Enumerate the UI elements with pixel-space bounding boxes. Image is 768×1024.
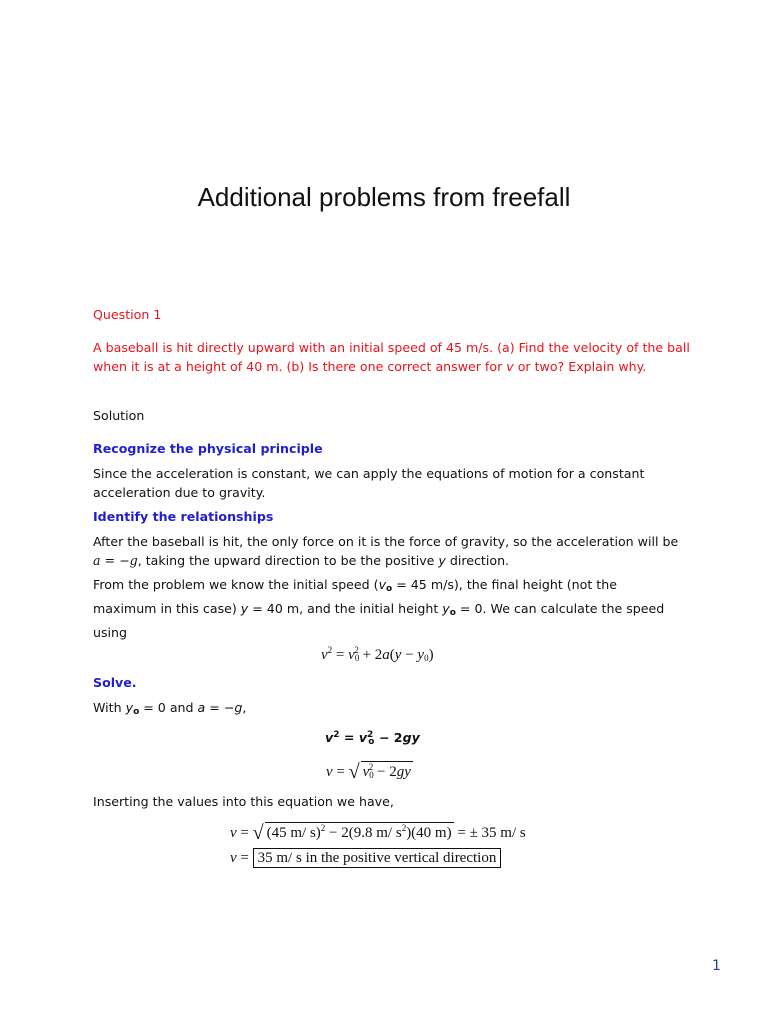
solution-label: Solution bbox=[93, 408, 145, 423]
page-number: 1 bbox=[712, 958, 721, 974]
equation-bold: $v^2 = v^2_o - 2gy$ bbox=[325, 730, 420, 748]
section-heading-relationships: Identify the relationships bbox=[93, 509, 274, 524]
known-values-text: From the problem we know the initial speed ($v_o = 45$ m/s), the final height (not the maximum in this case) y = 40 m, and the initial height $y_o = 0$. We can calculate the speed using bbox=[93, 577, 665, 640]
section-heading-solve: Solve. bbox=[93, 675, 137, 690]
equation-kinematic: $v^2 = v_0^2 + 2a(y - y_0)$ bbox=[321, 645, 434, 663]
page-title: Additional problems from freefall bbox=[197, 182, 571, 212]
equation-numeric: v = √ (45 m/ s)$^2$ − 2(9.8 m/ $s^2)(40$ m) = ± 35 m/ s bbox=[230, 822, 526, 844]
question-text: A baseball is hit directly upward with an initial speed of 45 m/s. (a) Find the velocity of the ball when it is at a height of 40 m. (b) Is there one correct answer for v or two? Explain why. bbox=[93, 340, 690, 374]
solve-conditions: With $y_o = 0$ and a = −g, bbox=[93, 700, 247, 717]
inserting-text: Inserting the values into this equation we have, bbox=[93, 794, 394, 809]
relationships-text: After the baseball is hit, the only force on it is the force of gravity, so the acceleration will be a = −g, taking the upward direction to be the positive y direction. bbox=[93, 534, 679, 568]
equation-sqrt: v = √ $v_0^2 - 2gy$ bbox=[326, 761, 411, 783]
principle-text: Since the acceleration is constant, we can apply the equations of motion for a constant acceleration due to gravity. bbox=[93, 466, 645, 500]
section-heading-principle: Recognize the physical principle bbox=[93, 441, 323, 456]
equation-answer: v = 35 m/ s in the positive vertical direction bbox=[230, 850, 501, 867]
boxed-answer: 35 m/ s in the positive vertical direction bbox=[253, 848, 502, 868]
question-heading: Question 1 bbox=[93, 307, 162, 322]
